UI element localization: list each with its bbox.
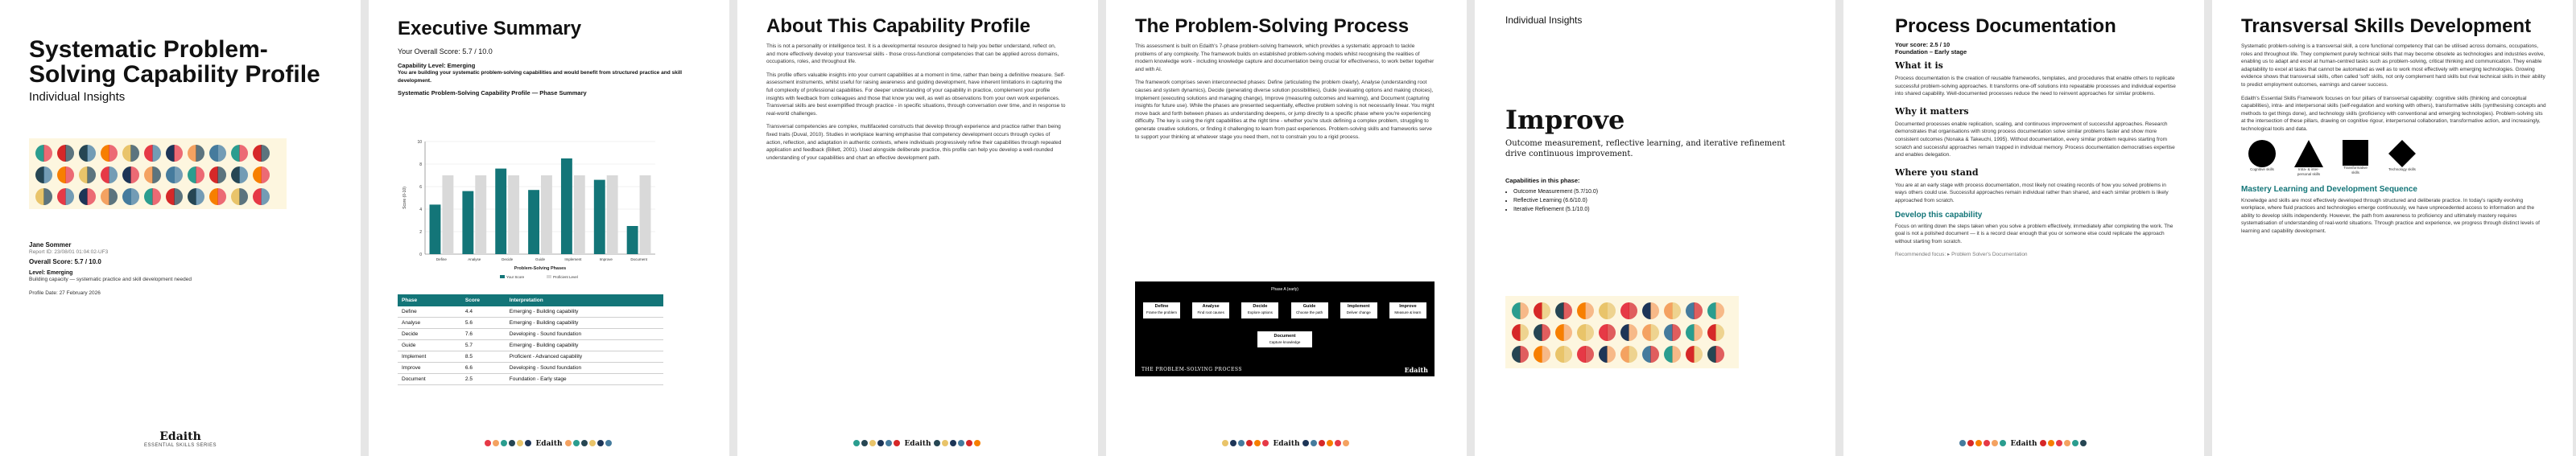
decorative-badge-icon [1577,324,1594,341]
decorative-dot-icon [485,440,491,446]
table-row [398,329,663,340]
page-process [1106,0,1467,456]
table-cell: Document [398,374,461,385]
y-tick-label: 10 [417,140,422,145]
x-axis-label: Problem-Solving Phases [514,266,567,271]
decorative-dot-icon [597,440,604,446]
decorative-badge-icon [1642,346,1659,363]
phase-summary-table [398,294,663,385]
process-step-document [1257,331,1312,347]
decorative-dot-icon [942,440,948,446]
decorative-badge-icon [79,188,96,205]
process-paragraph-2: The framework comprises seven interconnected phases: Define (articulating the problem clearly), Analyse (understanding root causes and system dynamics), Decide (generating diverse solution possibilities), Guide (evaluating options and making choices), Implement (executing solutions and managing change), Improve (measuring outcomes and learning), and Document (capturing insights for future use). While the phases are presented sequentially, effective problem solving is not necessarily linear. You might move back and forth between phases as understanding deepens, or jump directly to a specific phase where you're experiencing difficulty. The key is using the right capabilities at the right time - whether you're stuck defining a complex problem, struggling to generate creative solutions, or finding it challenging to learn from past experiences. Problem-solving skills and frameworks serve to support your thinking at whatever stage you need them, not to constrain you to a rigid process. [1135,80,1435,140]
decorative-badge-icon [1599,302,1616,319]
improve-tagline: Outcome measurement, reflective learning, and iterative refinement drive continuous improvement. [1505,139,1785,158]
cover-name: Jane Sommer [29,241,72,249]
table-row [398,351,663,363]
decorative-badge-icon [1686,302,1703,319]
decorative-dot-icon [1343,440,1349,446]
decorative-dot-icon [958,440,964,446]
table-cell: Developing - Sound foundation [506,329,663,340]
decorative-dot-icon [1327,440,1333,446]
pillar-transformative [2339,140,2372,177]
process-diagram-brand: Edaith [1404,366,1428,374]
decorative-badge-icon [57,188,74,205]
decorative-dot-icon [2056,440,2062,446]
decorative-badge-icon [1620,346,1637,363]
x-tick-label: Document [630,257,647,261]
about-title: About This Capability Profile [766,15,1031,37]
legend-label: Your Score [506,275,525,279]
cover-icon-grid [29,138,287,209]
decorative-dot-icon [934,440,940,446]
table-cell: Developing - Sound foundation [506,363,663,374]
decorative-badge-icon [79,145,96,162]
decorative-dot-icon [869,440,876,446]
triangle-icon [2294,140,2323,167]
decorative-badge-icon [35,145,52,162]
decorative-badge-icon [122,145,139,162]
footer-icon-strip [565,440,613,448]
decorative-dot-icon [525,440,531,446]
decorative-dot-icon [886,440,892,446]
doc-footer [1843,440,2204,448]
decorative-dot-icon [1984,440,1990,446]
phase-bar-chart [398,137,663,290]
bar-proficient-level [607,175,618,254]
bar-your-score [627,226,638,254]
process-diagram [1135,281,1435,376]
y-tick-label: 4 [419,207,422,212]
page-about [737,0,1098,456]
decorative-badge-icon [1686,346,1703,363]
table-cell: Emerging - Building capability [506,306,663,318]
doc-why: Documented processes enable replication, scaling, and continuous improvement of successful approaches. Research demonstrates that organisations with strong process documentation solve similar problems faster and show more consistent outcomes (Nonaka & Takeuchi, 1995). Without documentation, every similar problem requires starting from scratch and successful approaches remain trapped in individual memory. Process documentation democratises expertise and enables delegation. [1895,121,2175,158]
footer-brand: Edaith [2010,440,2037,448]
footer-icon-strip [1222,440,1270,448]
decorative-badge-icon [1534,346,1550,363]
trans-title: Transversal Skills Development [2241,15,2532,37]
process-step-label: Analyse [1202,304,1220,309]
decorative-badge-icon [1707,324,1724,341]
bar-proficient-level [508,175,519,254]
table-row [398,363,663,374]
legend-swatch [500,275,505,278]
decorative-badge-icon [1534,324,1550,341]
process-step-label: Decide [1253,304,1268,309]
decorative-dot-icon [974,440,980,446]
pillar-label: Transformative skills [2343,165,2368,175]
table-header-cell: Interpretation [506,294,663,306]
pillar-label: Cognitive skills [2250,166,2274,171]
table-cell: Analyse [398,318,461,329]
process-step-define [1143,302,1180,318]
decorative-dot-icon [493,440,499,446]
process-step-label: Define [1154,304,1169,309]
decorative-badge-icon [1555,346,1572,363]
decorative-badge-icon [1620,302,1637,319]
decorative-dot-icon [573,440,580,446]
decorative-badge-icon [231,145,248,162]
decorative-badge-icon [144,166,161,183]
table-row [398,340,663,351]
process-step-analyse [1192,302,1229,318]
y-tick-label: 0 [419,253,422,257]
process-diagram-caption: THE PROBLEM-SOLVING PROCESS [1141,367,1242,372]
decorative-dot-icon [517,440,523,446]
process-title: The Problem-Solving Process [1135,15,1410,37]
process-step-sub: Measure & learn [1394,310,1422,314]
bar-your-score [594,180,605,254]
decorative-dot-icon [1992,440,1998,446]
decorative-badge-icon [1555,324,1572,341]
decorative-badge-icon [253,145,270,162]
doc-stand: You are at an early stage with process documentation, most likely not creating records of how you solved problems in ways others could use. Successful approaches remain individual rather than shared, and each similar problem is likely approached from scratch. [1895,182,2169,203]
decorative-dot-icon [1222,440,1228,446]
y-axis-label: Score (0-10) [402,187,407,209]
table-cell: 5.6 [461,318,506,329]
cover-overall-score: Overall Score: 5.7 / 10.0 [29,257,101,265]
table-cell: Decide [398,329,461,340]
bar-your-score [528,190,539,254]
bar-your-score [495,169,506,254]
trans-paragraph-1: Systematic problem-solving is a transversal skill, a core functional competency that can be utilised across domains, occupations, roles and throughout life. They complement purely technical skills that may become obsolete as technologies and industries evolve, enabling us to adapt and excel at human-centred tasks such as problem-solving, critical thinking and communication. They enable adaptability to excel at tasks that cannot be automated as well as to work most effectively with emerging technologies. Growing evidence shows that transversal skills, often called 'soft' skills, not only complement hard skills but rival technical skills in their ability to predict employment outcomes, earnings and career success. [2241,43,2545,88]
decorative-badge-icon [1599,346,1616,363]
decorative-badge-icon [1577,302,1594,319]
table-cell: 7.6 [461,329,506,340]
table-cell: Define [398,306,461,318]
page-cover [0,0,361,456]
improve-header: Individual Insights [1505,14,1583,26]
improve-icon-grid [1505,296,1739,368]
diamond-icon [2388,140,2416,167]
bar-proficient-level [640,175,651,254]
decorative-badge-icon [209,145,226,162]
cover-report-id: Report ID: 23/08/01 01:04:02-UF3 [29,249,109,255]
exec-title: Executive Summary [398,18,582,39]
decorative-dot-icon [1975,440,1982,446]
process-paragraph-1: This assessment is built on Edaith's 7-phase problem-solving framework, which provides a systematic approach to tackle problems of any complexity. The framework builds on established problem-solving models whilst recognising the realities of modern knowledge work - including knowledge capture and documentation being crucial for effectiveness, to work better together and with AI. [1135,43,1435,72]
decorative-badge-icon [1577,346,1594,363]
table-row [398,318,663,329]
decorative-badge-icon [101,188,118,205]
doc-develop-title: Develop this capability [1895,210,1983,220]
decorative-badge-icon [122,188,139,205]
decorative-badge-icon [144,188,161,205]
cover-footer [0,430,361,448]
cover-level-desc: Building capacity — systematic practice and skill development needed [29,276,192,282]
decorative-badge-icon [231,166,248,183]
decorative-dot-icon [2064,440,2070,446]
trans-paragraph-2: Edaith's Essential Skills Framework focuses on four pillars of transversal capability: cognitive skills (thinking and conceptual capabilities), intra- and interpersonal skills (self-regulation and working with others), transformative skills (synthesising concepts and methods to get things done), and technology skills (proficiency with conventional and emerging technologies). Problem-solving sits at the intersection of these pillars, drawing on cognitive rigour, interpersonal collaboration, transformative action, and increasingly, technological tools and data. [2241,95,2546,132]
decorative-badge-icon [1620,324,1637,341]
bar-your-score [430,204,441,254]
decorative-dot-icon [605,440,612,446]
process-step-document-label: Document [1274,334,1296,339]
doc-develop: Focus on writing down the steps taken when you solve a problem effectively, immediately after completing the work. The goal is not a polished document — it is a record clear enough that you or someone else could replicate the approach without starting from scratch. [1895,223,2174,244]
y-tick-label: 8 [419,162,422,167]
decorative-badge-icon [1512,302,1529,319]
decorative-badge-icon [1707,346,1724,363]
decorative-badge-icon [166,188,183,205]
decorative-badge-icon [57,166,74,183]
doc-what-title: What it is [1895,60,1943,71]
decorative-badge-icon [35,166,52,183]
decorative-dot-icon [2048,440,2054,446]
decorative-dot-icon [853,440,860,446]
table-cell: 2.5 [461,374,506,385]
decorative-dot-icon [1230,440,1236,446]
decorative-badge-icon [1664,324,1681,341]
improve-caps-title: Capabilities in this phase: [1505,177,1580,184]
y-tick-label: 6 [419,185,422,190]
about-paragraph-2: This profile offers valuable insights into your current capabilities at a moment in time, rather than being a definitive measure. Self-assessment instruments, whilst useful for raising awareness and guiding development, have inherent limitations in capturing the full complexity of professional capabilities. For deeper understanding of your capability in practice, complement your profile insights with feedback from colleagues and those that know you well, as well as observations from your own work experiences. Transversal skills are best exemplified through practice - in specific situations, through conversation over time, and in response to real-world challenges. [766,72,1066,117]
table-header-cell: Score [461,294,506,306]
x-tick-label: Improve [599,257,613,261]
process-footer [1106,440,1467,448]
doc-stand-title: Where you stand [1895,166,1979,178]
table-cell: Implement [398,351,461,363]
process-step-sub: Explore options [1247,310,1273,314]
table-cell: Foundation - Early stage [506,374,663,385]
pillar-interpersonal [2293,140,2325,177]
x-tick-label: Analyse [468,257,481,261]
decorative-badge-icon [166,166,183,183]
exec-footer [369,440,729,448]
y-tick-label: 2 [419,230,422,235]
decorative-dot-icon [1302,440,1309,446]
x-tick-label: Decide [502,257,514,261]
footer-icon-strip [1959,440,2008,448]
decorative-badge-icon [1707,302,1724,319]
page-process-documentation [1843,0,2204,456]
decorative-badge-icon [166,145,183,162]
table-cell: 5.7 [461,340,506,351]
x-tick-label: Define [436,257,447,261]
decorative-badge-icon [101,145,118,162]
doc-level: Foundation – Early stage [1895,48,1967,55]
footer-icon-strip [853,440,902,448]
cover-level: Level: Emerging [29,269,73,276]
trans-mastery-title: Mastery Learning and Development Sequence [2241,184,2417,194]
improve-title: Improve [1505,105,1625,135]
decorative-dot-icon [589,440,596,446]
page-executive-summary [369,0,729,456]
decorative-badge-icon [1686,324,1703,341]
decorative-badge-icon [253,166,270,183]
table-row [398,306,663,318]
footer-brand: Edaith [535,440,563,448]
brand-logo: Edaith [159,430,201,443]
process-step-guide [1291,302,1328,318]
decorative-dot-icon [1246,440,1253,446]
exec-chart-title: Systematic Problem-Solving Capability Profile — Phase Summary [398,89,587,97]
decorative-dot-icon [1959,440,1966,446]
decorative-dot-icon [2080,440,2087,446]
decorative-badge-icon [1664,302,1681,319]
doc-recommended-link[interactable]: Recommended focus: ▸ Problem Solver's Documentation [1895,252,2028,258]
decorative-dot-icon [861,440,868,446]
decorative-dot-icon [1335,440,1341,446]
decorative-badge-icon [1555,302,1572,319]
decorative-badge-icon [1512,324,1529,341]
decorative-dot-icon [565,440,572,446]
capability-item: • Outcome Measurement (5.7/10.0) [1513,187,1795,196]
table-cell: Emerging - Building capability [506,318,663,329]
decorative-dot-icon [2040,440,2046,446]
decorative-dot-icon [2000,440,2006,446]
footer-icon-strip [485,440,533,448]
page-improve [1475,0,1835,456]
exec-level-title: Capability Level: Emerging [398,62,476,69]
decorative-badge-icon [188,166,204,183]
pillar-label: Intra- & inter-personal skills [2297,166,2321,176]
improve-caps-list [1505,187,1795,214]
trans-mastery: Knowledge and skills are most effectively developed through structured and deliberate practice. In today's rapidly evolving workplace, where fluid practices and technologies emerge continuously, we have unprecedented access to information and the ability to develop skills independently. However, the path from awareness to proficiency and ultimately mastery requires systematisation of understanding of real-world situations. Through practice and experience, we progress through distinct levels of learning and capability development. [2241,197,2540,234]
brand-tagline: ESSENTIAL SKILLS SERIES [144,443,217,448]
bar-your-score [561,158,572,254]
legend-swatch [547,275,551,278]
decorative-badge-icon [1534,302,1550,319]
x-tick-label: Guide [535,257,546,261]
cover-date: Profile Date: 27 February 2026 [29,290,101,296]
table-cell: Improve [398,363,461,374]
bar-your-score [462,191,473,254]
doc-why-title: Why it matters [1895,105,1969,117]
capability-item: • Iterative Refinement (5.1/10.0) [1513,205,1795,214]
process-step-label: Guide [1302,304,1316,309]
pillar-shapes [2246,140,2547,177]
decorative-badge-icon [1642,324,1659,341]
process-diagram-top: Phase A (early) [1271,287,1298,292]
decorative-badge-icon [1664,346,1681,363]
decorative-dot-icon [1311,440,1317,446]
decorative-badge-icon [79,166,96,183]
decorative-dot-icon [966,440,972,446]
x-tick-label: Implement [564,257,582,261]
exec-level-desc: You are building your systematic problem-solving capabilities and would benefit from structured practice and skill development. [398,70,683,84]
page-transversal-skills [2212,0,2573,456]
bar-proficient-level [574,175,585,254]
process-step-document-sub: Capture knowledge [1269,340,1301,344]
decorative-badge-icon [231,188,248,205]
table-cell: Emerging - Building capability [506,340,663,351]
process-step-label: Implement [1347,304,1370,309]
bar-proficient-level [541,175,552,254]
process-step-improve [1389,302,1426,318]
decorative-badge-icon [144,145,161,162]
footer-icon-strip [1302,440,1351,448]
decorative-badge-icon [101,166,118,183]
table-row [398,374,663,385]
circle-icon [2248,140,2276,167]
pillar-cognitive [2246,140,2278,177]
decorative-dot-icon [2072,440,2079,446]
decorative-dot-icon [1254,440,1261,446]
process-step-sub: Deliver change [1346,310,1371,314]
decorative-dot-icon [1238,440,1245,446]
doc-what: Process documentation is the creation of reusable frameworks, templates, and procedures that enable others to replicate successful problem-solving approaches. It transforms one-off solutions into repeatable processes and individual expertise into shared capability. Well-documented processes reduce the need to reinvent approaches for similar problems. [1895,76,2176,97]
decorative-badge-icon [1512,346,1529,363]
doc-score: Your score: 2.5 / 10 [1895,41,1951,48]
bar-proficient-level [442,175,453,254]
process-step-implement [1340,302,1377,318]
decorative-dot-icon [501,440,507,446]
about-paragraph-1: This is not a personality or intelligence test. It is a developmental resource designed to help you better understand, reflect on, and more effectively develop your transversal skills - those cross-functional competencies that can be applied across domains, occupations, roles, and throughout life. [766,43,1059,65]
process-step-decide [1241,302,1278,318]
decorative-badge-icon [188,145,204,162]
footer-brand: Edaith [1273,440,1300,448]
cover-title: Systematic Problem-Solving Capability Profile [29,36,320,88]
pillar-label: Technology skills [2388,166,2416,171]
decorative-badge-icon [253,188,270,205]
decorative-badge-icon [1599,324,1616,341]
decorative-dot-icon [877,440,884,446]
decorative-dot-icon [894,440,900,446]
decorative-dot-icon [1262,440,1269,446]
decorative-badge-icon [209,188,226,205]
square-icon [2343,140,2368,166]
decorative-badge-icon [57,145,74,162]
process-step-sub: Choose the path [1296,310,1323,314]
footer-brand: Edaith [904,440,931,448]
process-step-sub: Frame the problem [1146,310,1177,314]
footer-icon-strip [934,440,982,448]
decorative-dot-icon [1967,440,1974,446]
doc-title: Process Documentation [1895,15,2116,37]
capability-item: • Reflective Learning (6.6/10.0) [1513,196,1795,205]
decorative-dot-icon [581,440,588,446]
decorative-dot-icon [950,440,956,446]
process-step-sub: Find root causes [1197,310,1224,314]
table-header-cell: Phase [398,294,461,306]
decorative-dot-icon [509,440,515,446]
table-cell: 8.5 [461,351,506,363]
table-cell: Proficient - Advanced capability [506,351,663,363]
decorative-dot-icon [1319,440,1325,446]
table-cell: Guide [398,340,461,351]
cover-subtitle: Individual Insights [29,90,126,104]
decorative-badge-icon [1642,302,1659,319]
decorative-badge-icon [209,166,226,183]
footer-icon-strip [2040,440,2088,448]
about-paragraph-3: Transversal competencies are complex, multifaceted constructs that develop through experience and practice rather than being fixed traits (Duval, 2010). Studies in workplace learning emphasise that competency development occurs through cycles of action, reflection, and adaptation in authentic contexts, where individuals progressively refine their capabilities through repeated application and feedback (Billett, 2001). Used alongside deliberate practice, this profile can help you develop a well-rounded understanding of your capabilities and chart an effective development path. [766,124,1062,161]
bar-proficient-level [475,175,486,254]
decorative-badge-icon [188,188,204,205]
exec-overall-score: Your Overall Score: 5.7 / 10.0 [398,47,493,55]
table-cell: 6.6 [461,363,506,374]
about-footer [737,440,1098,448]
pillar-technology [2386,140,2418,177]
table-cell: 4.4 [461,306,506,318]
decorative-badge-icon [122,166,139,183]
decorative-badge-icon [35,188,52,205]
legend-label: Proficient Level [553,275,578,279]
process-step-label: Improve [1399,304,1417,309]
